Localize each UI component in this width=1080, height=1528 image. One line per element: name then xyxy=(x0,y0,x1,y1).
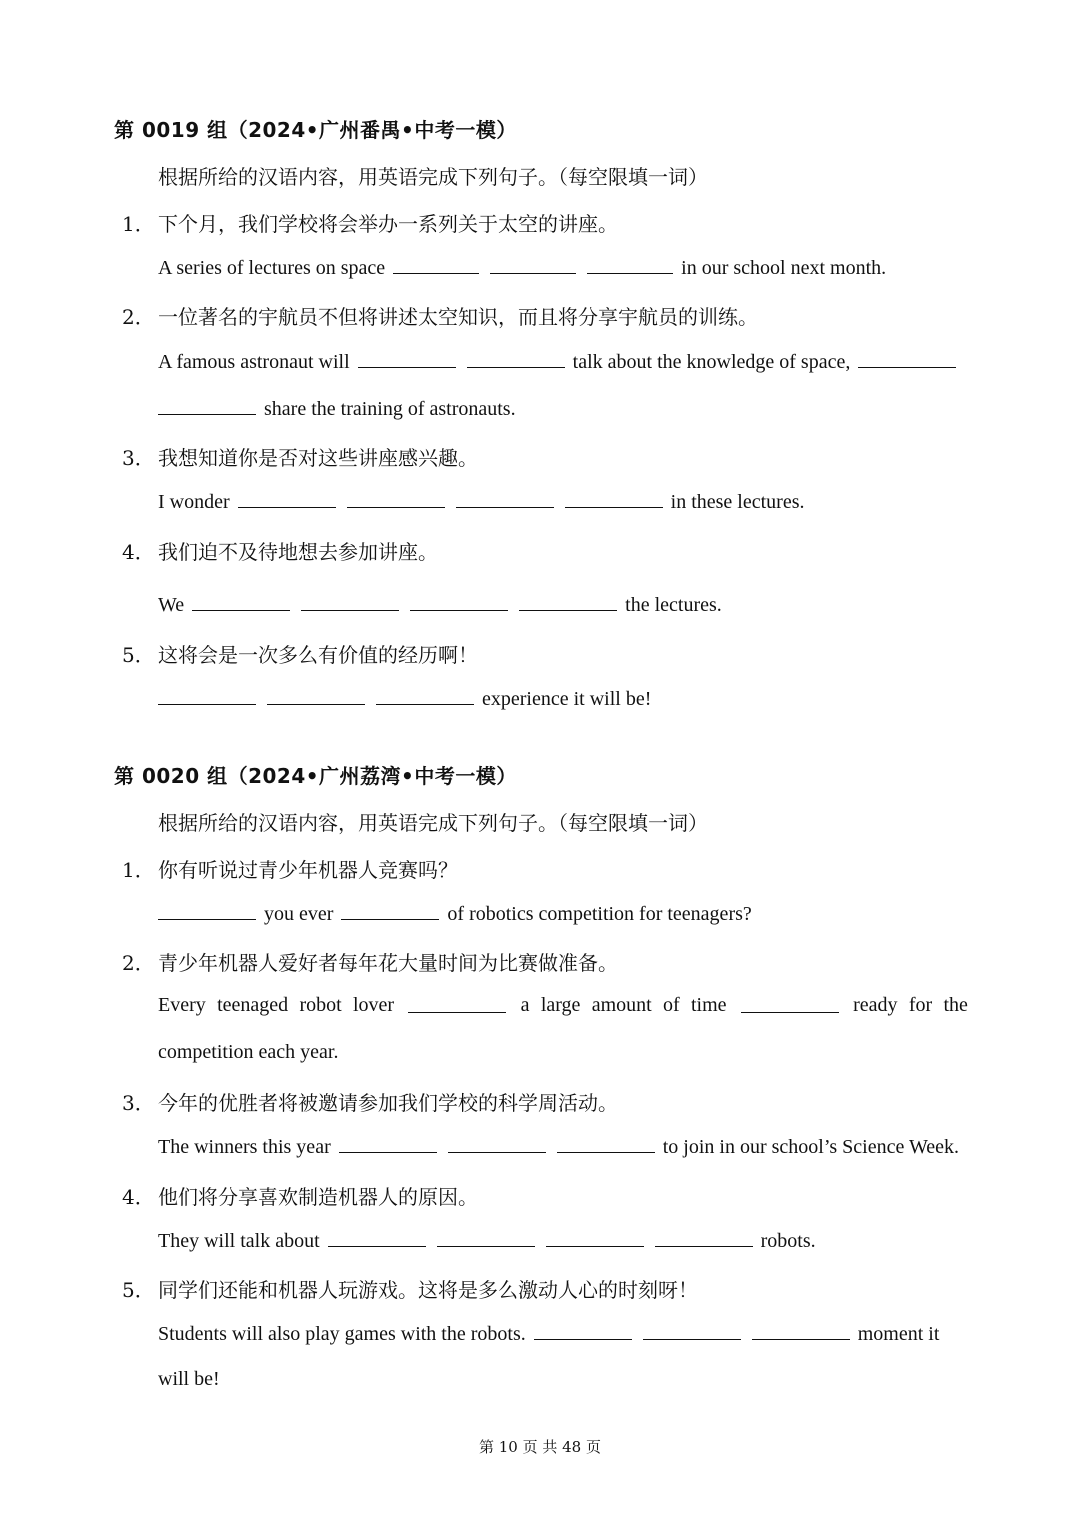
answer-blank[interactable] xyxy=(534,1321,632,1340)
answer-blank[interactable] xyxy=(158,901,256,920)
answer-blank[interactable] xyxy=(587,255,673,274)
question-text: 一位著名的宇航员不但将讲述太空知识，而且将分享宇航员的训练。 xyxy=(158,305,758,329)
answer-text: share the training of astronauts. xyxy=(264,398,516,420)
question-5-en xyxy=(158,1321,939,1346)
answer-text: The winners this year xyxy=(158,1136,331,1158)
answer-blank[interactable] xyxy=(643,1321,741,1340)
question-3-en xyxy=(158,489,804,514)
answer-text: A series of lectures on space xyxy=(158,257,386,279)
answer-blank[interactable] xyxy=(158,686,256,705)
answer-blank[interactable] xyxy=(341,901,439,920)
answer-text: robots. xyxy=(760,1230,816,1252)
question-5-en xyxy=(158,686,651,711)
answer-blank[interactable] xyxy=(741,994,839,1013)
answer-blank[interactable] xyxy=(192,592,290,611)
question-5-zh xyxy=(122,639,478,668)
answer-text: I wonder xyxy=(158,491,230,513)
answer-word: amount xyxy=(591,994,652,1016)
question-number: 2． xyxy=(122,951,155,975)
question-3-en xyxy=(158,1134,959,1159)
answer-word: robot xyxy=(299,994,342,1016)
question-5-en-cont xyxy=(158,1368,220,1391)
question-number: 4． xyxy=(122,540,155,564)
answer-blank[interactable] xyxy=(456,489,554,508)
question-text: 青少年机器人爱好者每年花大量时间为比赛做准备。 xyxy=(158,951,618,975)
question-text: 他们将分享喜欢制造机器人的原因。 xyxy=(158,1185,478,1209)
answer-blank[interactable] xyxy=(358,349,456,368)
question-text: 同学们还能和机器人玩游戏。这将是多么激动人心的时刻呀！ xyxy=(158,1278,698,1302)
instruction-0020: 根据所给的汉语内容，用英语完成下列句子。（每空限填一词） xyxy=(158,811,708,835)
question-text: 我们迫不及待地想去参加讲座。 xyxy=(158,540,438,564)
answer-text: in our school next month. xyxy=(681,257,887,279)
group-title-0019: 第 0019 组（2024•广州番禺•中考一模） xyxy=(114,118,517,142)
question-1-en xyxy=(158,901,752,926)
answer-word: lover xyxy=(352,994,395,1016)
question-3-zh xyxy=(122,1087,618,1116)
answer-blank[interactable] xyxy=(752,1321,850,1340)
answer-blank[interactable] xyxy=(376,686,474,705)
answer-blank[interactable] xyxy=(448,1134,546,1153)
question-number: 1． xyxy=(122,212,155,236)
answer-blank[interactable] xyxy=(347,489,445,508)
answer-text: the lectures. xyxy=(625,594,722,616)
answer-text: moment it xyxy=(857,1323,940,1345)
answer-blank[interactable] xyxy=(655,1228,753,1247)
answer-word: for xyxy=(908,994,933,1016)
question-number: 3． xyxy=(122,446,155,470)
question-2-zh xyxy=(122,947,618,976)
question-text: 我想知道你是否对这些讲座感兴趣。 xyxy=(158,446,478,470)
question-1-zh xyxy=(122,854,458,883)
question-3-zh xyxy=(122,442,478,471)
question-5-zh xyxy=(122,1274,698,1303)
question-1-en xyxy=(158,255,886,280)
answer-text: They will talk about xyxy=(158,1230,320,1252)
answer-blank[interactable] xyxy=(546,1228,644,1247)
question-2-en-cont xyxy=(158,1041,338,1064)
answer-blank[interactable] xyxy=(328,1228,426,1247)
answer-text: of robotics competition for teenagers? xyxy=(447,903,752,925)
question-number: 4． xyxy=(122,1185,155,1209)
answer-blank[interactable] xyxy=(393,255,479,274)
answer-text: in these lectures. xyxy=(670,491,805,513)
answer-blank[interactable] xyxy=(410,592,508,611)
question-number: 5． xyxy=(122,1278,155,1302)
answer-blank[interactable] xyxy=(519,592,617,611)
answer-word: the xyxy=(943,994,968,1016)
answer-blank[interactable] xyxy=(158,396,256,415)
question-number: 5． xyxy=(122,643,155,667)
answer-blank[interactable] xyxy=(858,349,956,368)
answer-blank[interactable] xyxy=(437,1228,535,1247)
answer-text: Students will also play games with the robots. xyxy=(158,1323,526,1345)
question-2-en-cont xyxy=(158,396,516,421)
question-text: 你有听说过青少年机器人竞赛吗？ xyxy=(158,858,458,882)
question-4-zh xyxy=(122,536,438,565)
question-text: 今年的优胜者将被邀请参加我们学校的科学周活动。 xyxy=(158,1091,618,1115)
answer-text: to join in our school’s Science Week. xyxy=(662,1136,960,1158)
answer-text: experience it will be! xyxy=(482,688,652,710)
question-2-en xyxy=(158,994,968,1017)
answer-blank[interactable] xyxy=(565,489,663,508)
question-4-zh xyxy=(122,1181,478,1210)
answer-word: large xyxy=(540,994,581,1016)
answer-text: competition each year. xyxy=(158,1041,339,1063)
question-2-zh xyxy=(122,301,758,330)
question-4-en xyxy=(158,592,722,617)
question-2-en xyxy=(158,349,959,374)
question-number: 3． xyxy=(122,1091,155,1115)
answer-text: you ever xyxy=(264,903,334,925)
answer-word: of xyxy=(663,994,680,1016)
instruction-0019: 根据所给的汉语内容，用英语完成下列句子。（每空限填一词） xyxy=(158,165,708,189)
answer-blank[interactable] xyxy=(339,1134,437,1153)
question-text: 这将会是一次多么有价值的经历啊！ xyxy=(158,643,478,667)
answer-blank[interactable] xyxy=(490,255,576,274)
answer-text: talk about the knowledge of space, xyxy=(572,351,851,373)
answer-word: a xyxy=(520,994,530,1016)
page-footer: 第 10 页 共 48 页 xyxy=(478,1438,601,1456)
answer-text: We xyxy=(158,594,185,616)
answer-text: will be! xyxy=(158,1368,220,1390)
answer-blank[interactable] xyxy=(467,349,565,368)
answer-blank[interactable] xyxy=(267,686,365,705)
question-1-zh xyxy=(122,208,618,237)
answer-word: teenaged xyxy=(217,994,289,1016)
answer-word: time xyxy=(691,994,727,1016)
question-number: 2． xyxy=(122,305,155,329)
question-number: 1． xyxy=(122,858,155,882)
answer-blank[interactable] xyxy=(408,994,506,1013)
answer-text: A famous astronaut will xyxy=(158,351,350,373)
answer-word: ready xyxy=(853,994,898,1016)
answer-blank[interactable] xyxy=(557,1134,655,1153)
answer-blank[interactable] xyxy=(238,489,336,508)
question-text: 下个月，我们学校将会举办一系列关于太空的讲座。 xyxy=(158,212,618,236)
question-4-en xyxy=(158,1228,816,1253)
answer-blank[interactable] xyxy=(301,592,399,611)
group-title-0020: 第 0020 组（2024•广州荔湾•中考一模） xyxy=(114,764,517,788)
answer-word: Every xyxy=(158,994,206,1016)
